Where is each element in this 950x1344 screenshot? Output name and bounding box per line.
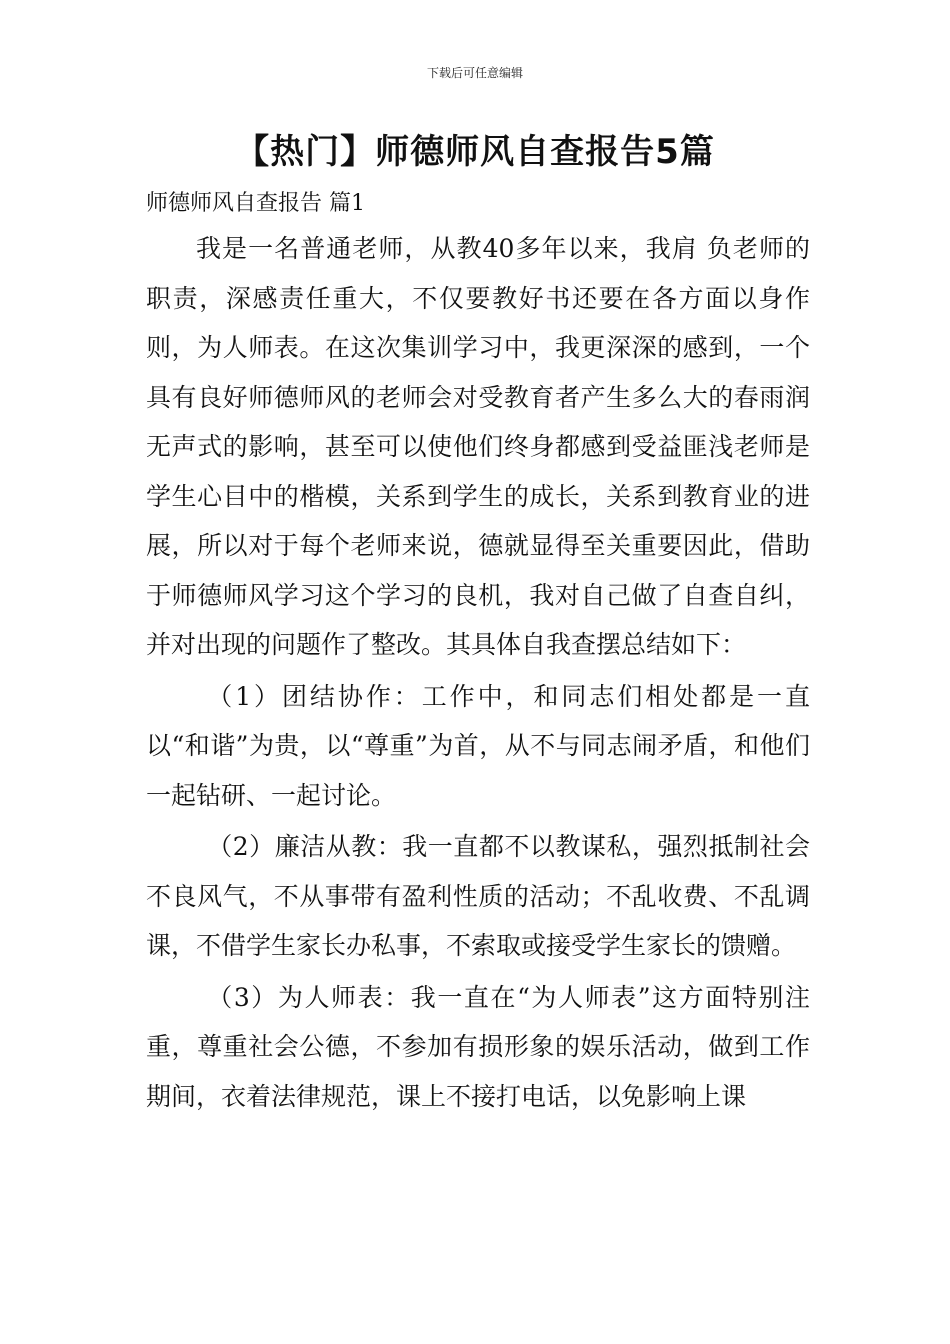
paragraph-intro: 我是一名普通老师，从教40多年以来，我肩 负老师的职责，深感责任重大，不仅要教好书还要在各方面以身作则，为人师表。在这次集训学习中，我更深深的感到，一个具有良好师德师风的老师会对受教育者产生多么大的春雨润无声式的影响，甚至可以使他们终身都感到受益匪浅老师是学生心目中的楷模，关系到学生的成长，关系到教育业的进展，所以对于每个老师来说，德就显得至关重要因此，借助于师德师风学习这个学习的良机，我对自己做了自查自纠，并对出现的问题作了整改。其具体自我查摆总结如下：	[146, 234, 810, 659]
paragraph-item-2: （2）廉洁从教：我一直都不以教谋私，强烈抵制社会不良风气，不从事带有盈利性质的活动；不乱收费、不乱调课，不借学生家长办私事，不索取或接受学生家长的馈赠。	[146, 832, 810, 960]
document-body	[146, 224, 810, 1121]
paragraph-item-1: （1）团结协作：工作中，和同志们相处都是一直以“和谐”为贵，以“尊重”为首，从不与同志闹矛盾，和他们一起钻研、一起讨论。	[146, 681, 810, 810]
header-note: 下载后可任意编辑	[426, 66, 523, 80]
document-title: 【热门】师德师风自查报告5篇	[235, 132, 715, 172]
paragraph-item-3: （3）为人师表：我一直在“为人师表”这方面特别注重，尊重社会公德，不参加有损形象的娱乐活动，做到工作期间，衣着法律规范，课上不接打电话，以免影响上课	[146, 982, 810, 1111]
section-subtitle: 师德师风自查报告 篇1	[146, 191, 365, 216]
